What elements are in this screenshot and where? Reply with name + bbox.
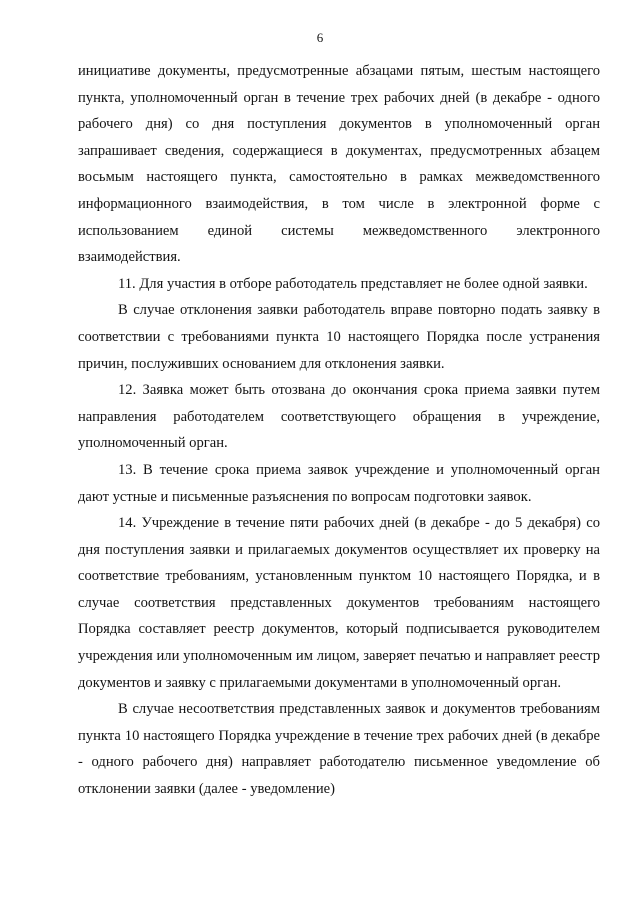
page-number: 6: [316, 30, 324, 45]
paragraph-13: 13. В течение срока приема заявок учреждение и уполномоченный орган дают устные и письменные разъяснения по вопросам подготовки заявок.: [78, 461, 600, 505]
paragraph-14-noncompliance: В случае несоответствия представленных заявок и документов требованиям пункта 10 настоящего Порядка учреждение в течение трех рабочих дней (в декабре - одного рабочего дня) направляет работодателю письменное уведомление об отклонении заявки (далее - уведомление): [78, 701, 600, 798]
paragraph-14: 14. Учреждение в течение пяти рабочих дней (в декабре - до 5 декабря) со дня поступления заявки и прилагаемых документов осуществляет их проверку на соответствие требованиям, установленным пунктом 10 настоящего Порядка, и в случае соответствия представленных документов требованиям настоящего Порядка составляет реестр документов, который подписывается руководителем учреждения или уполномоченным им лицом, заверяет печатью и направляет реестр документов и заявку с прилагаемыми документами в уполномоченный орган.: [78, 515, 600, 691]
paragraph-12: 12. Заявка может быть отозвана до окончания срока приема заявки путем направления работодателем соответствующего обращения в учреждение, уполномоченный орган.: [78, 382, 600, 452]
paragraph-11-rejection: В случае отклонения заявки работодатель вправе повторно подать заявку в соответствии с требованиями пункта 10 настоящего Порядка после устранения причин, послуживших основанием для отклонения заявки.: [78, 302, 600, 372]
paragraph-continuation: инициативе документы, предусмотренные абзацами пятым, шестым настоящего пункта, уполномоченный орган в течение трех рабочих дней (в декабре - одного рабочего дня) со дня поступления документов в уполномоченный орган запрашивает сведения, содержащиеся в документах, предусмотренных абзацем восьмым настоящего пункта, самостоятельно в рамках межведомственного информационного взаимодействия, в том числе в электронной форме с использованием единой системы межведомственного электронного взаимодействия.: [78, 63, 600, 266]
document-body: [78, 58, 600, 803]
paragraph-11: 11. Для участия в отборе работодатель представляет не более одной заявки.: [118, 275, 588, 292]
